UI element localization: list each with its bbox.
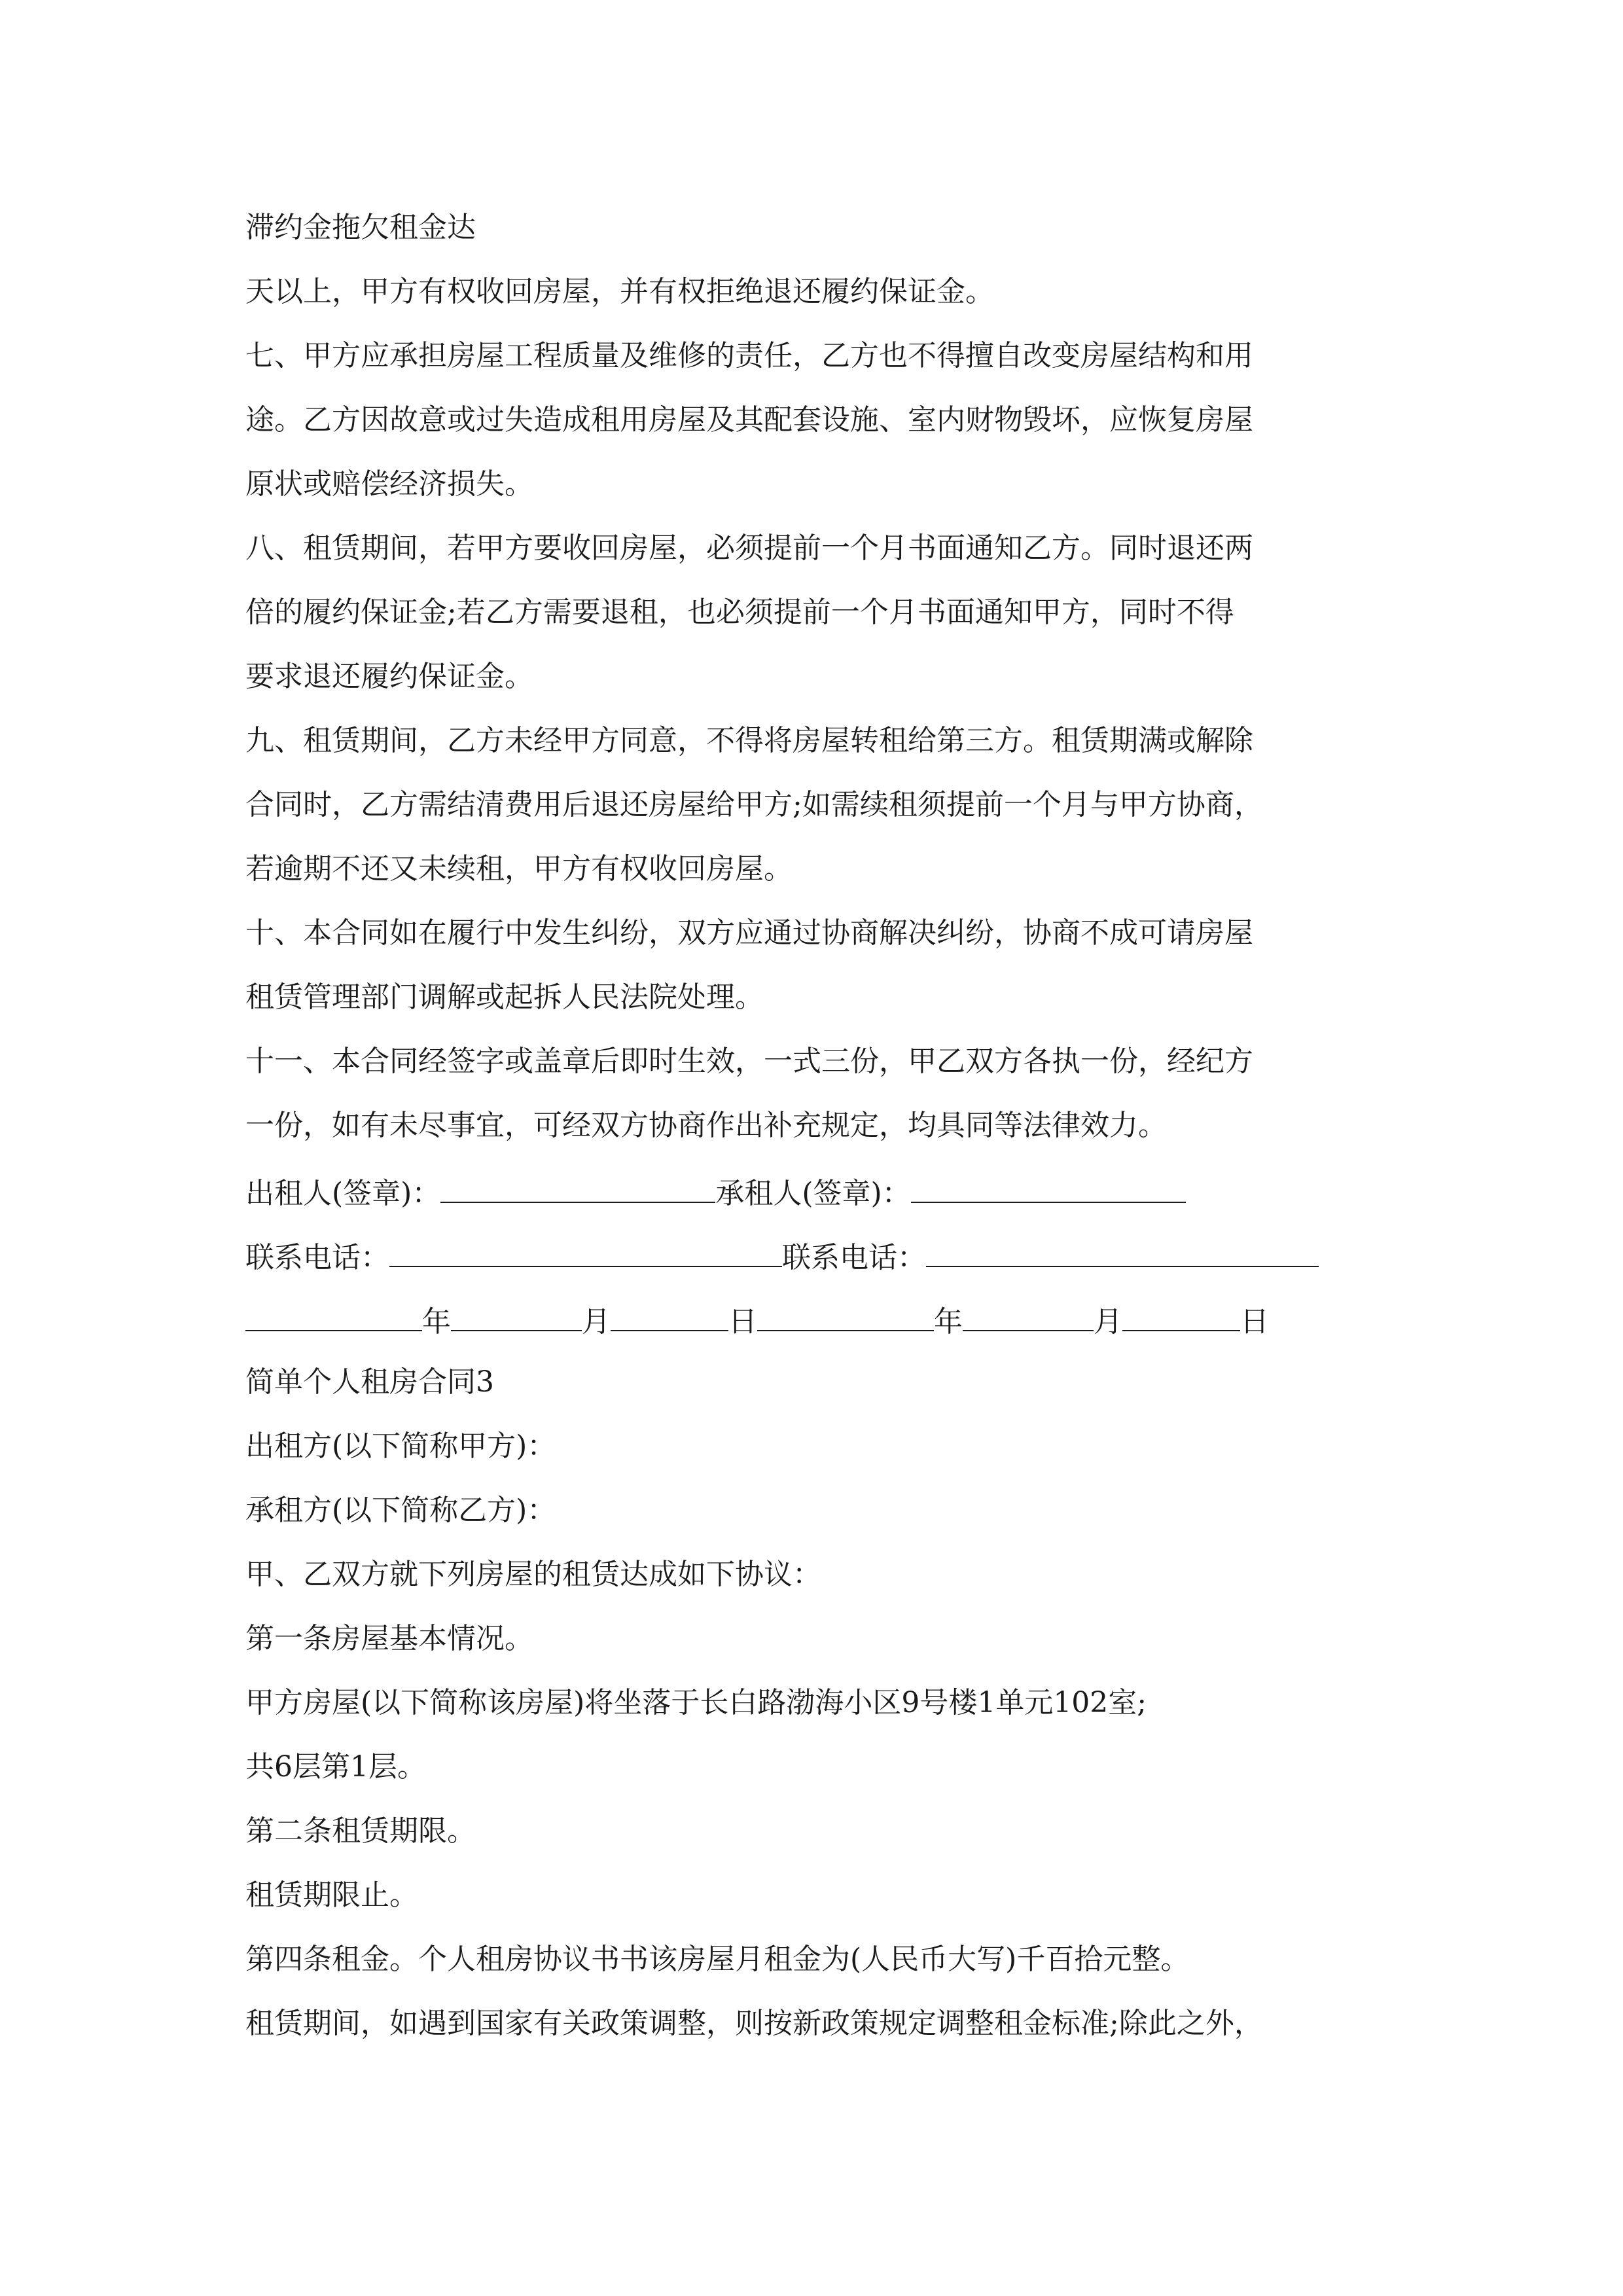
clause-7: 七、甲方应承担房屋工程质量及维修的责任，乙方也不得擅自改变房屋结构和用: [245, 339, 1253, 372]
text-line: 若逾期不还又未续租，甲方有权收回房屋。: [245, 852, 793, 886]
day-label: 日: [1240, 1305, 1269, 1338]
article-1-heading: 第一条房屋基本情况。: [245, 1622, 533, 1655]
contract-title: 简单个人租房合同3: [245, 1365, 494, 1399]
text-line: 合同时，乙方需结清费用后退还房屋给甲方;如需续租须提前一个月与甲方协商，: [245, 788, 1263, 821]
lessor-month-field[interactable]: [451, 1304, 582, 1331]
phone-row: [245, 1240, 1319, 1272]
text-line: 出租方(以下简称甲方)：: [245, 1429, 556, 1463]
lessee-phone-field[interactable]: [926, 1240, 1319, 1267]
lessor-sign-field[interactable]: [440, 1175, 715, 1203]
date-row: [245, 1304, 1269, 1336]
signature-row: [245, 1175, 1186, 1208]
text-line: 倍的履约保证金;若乙方需要退租，也必须提前一个月书面通知甲方，同时不得: [245, 596, 1234, 629]
lessee-phone-label: 联系电话：: [782, 1241, 926, 1274]
text-line: 租赁管理部门调解或起拆人民法院处理。: [245, 980, 764, 1014]
article-4-heading: 第四条租金。个人租房协议书书该房屋月租金为(人民币大写)千百拾元整。: [245, 1943, 1190, 1976]
text-line: 共6层第1层。: [245, 1750, 426, 1784]
text-line: 甲方房屋(以下简称该房屋)将坐落于长白路渤海小区9号楼1单元102室;: [245, 1686, 1147, 1719]
text-line: 途。乙方因故意或过失造成租用房屋及其配套设施、室内财物毁坏，应恢复房屋: [245, 403, 1253, 437]
lessor-phone-label: 联系电话：: [245, 1241, 389, 1274]
month-label: 月: [582, 1305, 611, 1338]
lessee-sign-field[interactable]: [911, 1175, 1186, 1203]
clause-9: 九、租赁期间，乙方未经甲方同意，不得将房屋转租给第三方。租赁期满或解除: [245, 724, 1253, 757]
year-label: 年: [934, 1305, 963, 1338]
year-label: 年: [422, 1305, 451, 1338]
text-line: 承租方(以下简称乙方)：: [245, 1494, 556, 1527]
clause-8: 八、租赁期间，若甲方要收回房屋，必须提前一个月书面通知乙方。同时退还两: [245, 531, 1253, 565]
lessee-month-field[interactable]: [963, 1304, 1094, 1331]
lessee-day-field[interactable]: [1122, 1304, 1240, 1331]
text-line: 滞约金拖欠租金达: [245, 211, 476, 244]
day-label: 日: [728, 1305, 757, 1338]
text-line: 天以上，甲方有权收回房屋，并有权拒绝退还履约保证金。: [245, 275, 994, 308]
lessor-sign-label: 出租人(签章)：: [245, 1177, 441, 1210]
text-line: 要求退还履约保证金。: [245, 660, 533, 693]
month-label: 月: [1094, 1305, 1122, 1338]
text-line: 原状或赔偿经济损失。: [245, 467, 533, 501]
text-line: 甲、乙双方就下列房屋的租赁达成如下协议：: [245, 1558, 821, 1591]
text-line: 一份，如有未尽事宜，可经双方协商作出补充规定，均具同等法律效力。: [245, 1109, 1167, 1142]
article-2-heading: 第二条租赁期限。: [245, 1814, 476, 1848]
text-line: 租赁期间，如遇到国家有关政策调整，则按新政策规定调整租金标准;除此之外，: [245, 2007, 1263, 2040]
text-line: 租赁期限止。: [245, 1878, 418, 1912]
clause-10: 十、本合同如在履行中发生纠纷，双方应通过协商解决纠纷，协商不成可请房屋: [245, 916, 1253, 950]
clause-11: 十一、本合同经签字或盖章后即时生效，一式三份，甲乙双方各执一份，经纪方: [245, 1045, 1253, 1078]
lessor-phone-field[interactable]: [389, 1240, 782, 1267]
lessor-day-field[interactable]: [611, 1304, 728, 1331]
lessee-year-field[interactable]: [757, 1304, 934, 1331]
lessee-sign-label: 承租人(签章)：: [715, 1177, 911, 1210]
lessor-year-field[interactable]: [245, 1304, 422, 1331]
